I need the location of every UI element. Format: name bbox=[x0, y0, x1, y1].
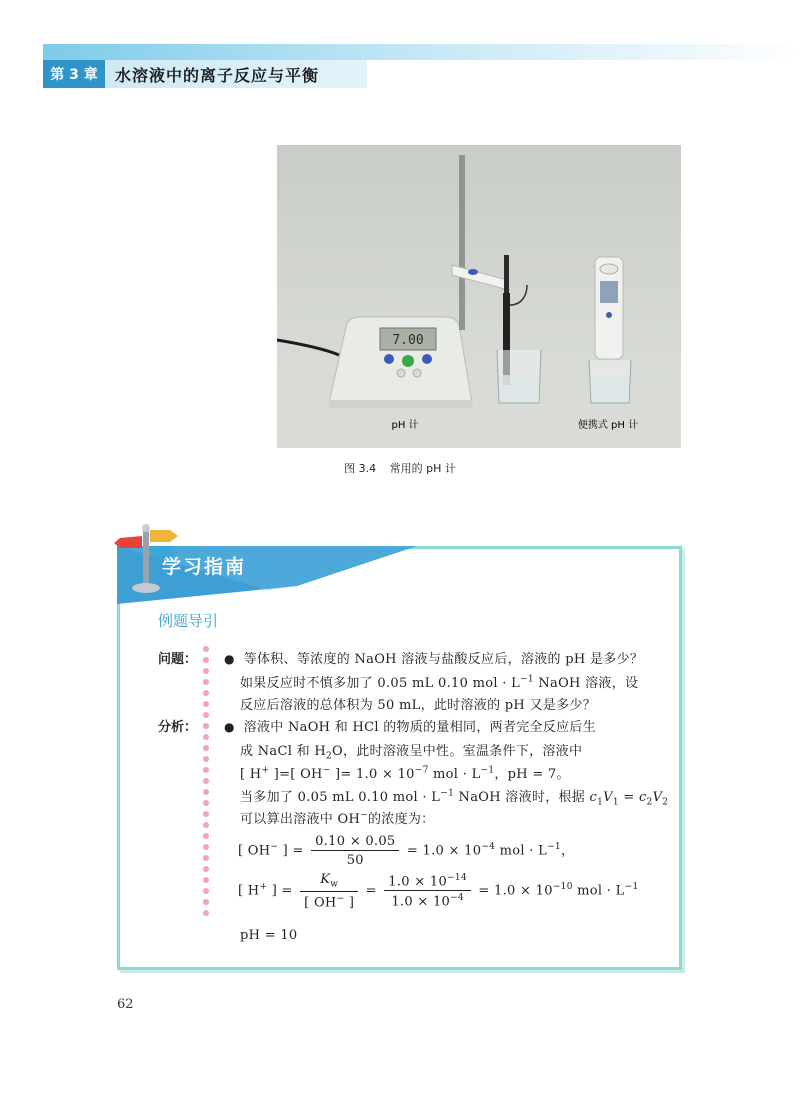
chapter-number: 第 3 章 bbox=[43, 60, 105, 88]
figure-number: 图 3.4 bbox=[344, 462, 377, 475]
chapter-title-box bbox=[105, 60, 367, 88]
example-guide-heading: 例题导引 bbox=[158, 612, 219, 630]
question-line-1: ● 等体积、等浓度的 NaOH 溶液与盐酸反应后，溶液的 pH 是多少？ bbox=[224, 652, 644, 667]
figure-caption bbox=[0, 460, 800, 476]
analysis-label: 分析： bbox=[158, 720, 198, 735]
study-guide-title: 学习指南 bbox=[162, 556, 247, 578]
equation-h-concentration: [ H+ ] = $\frac{K_w}{[ OH^- ]}$ = $\frac{1.0 \times 10^{-14}}{1.0 \times 10^{-4}}$ = $1.0 \times 10^{-10}$ mol · $L^{-1}$ bbox=[238, 872, 639, 910]
photo-label-portable-ph-meter: 便携式 pH 计 bbox=[577, 420, 639, 431]
photo-label-ph-meter: pH 计 bbox=[391, 420, 419, 431]
chapter-title: 水溶液中的离子反应与平衡 bbox=[115, 65, 320, 85]
equation-oh-concentration: [ OH− ] = $\frac{0.10 \times 0.05}{50}$ = $1.0 \times 10^{-4}$ mol · $L^{-1}$， bbox=[238, 834, 575, 868]
equation-ph-result: pH = 10 bbox=[240, 928, 298, 943]
analysis-line-4: 当多加了 0.05 mL 0.10 mol · $L^{-1}$ NaOH 溶液时，根据 $c_1V_1 = c_2V_2$ bbox=[240, 788, 669, 808]
page-number: 62 bbox=[117, 997, 134, 1012]
ph-meter-illustration bbox=[277, 145, 681, 448]
analysis-line-3: [ H+ ]=[ OH− ]= $1.0 \times 10^{-7}$ mol · $L^{-1}$，pH = 7。 bbox=[240, 765, 570, 782]
bullet: ● bbox=[224, 720, 235, 734]
figure-caption-text: 常用的 pH 计 bbox=[389, 462, 456, 475]
bullet: ● bbox=[224, 652, 235, 666]
question-line-2: 如果反应时不慎多加了 0.05 mL 0.10 mol · $L^{-1}$ NaOH 溶液，设 bbox=[240, 674, 639, 691]
question-label: 问题： bbox=[158, 652, 198, 667]
decorative-dot-column bbox=[202, 646, 210, 926]
analysis-line-5: 可以算出溶液中 OH−的浓度为： bbox=[240, 810, 435, 827]
lcd-reading: 7.00 bbox=[392, 333, 424, 348]
analysis-line-2: 成 NaCl 和 $H_2O$，此时溶液呈中性。室温条件下，溶液中 bbox=[240, 744, 583, 762]
ph-meter-photo bbox=[277, 145, 681, 448]
analysis-line-1: ● 溶液中 NaOH 和 HCl 的物质的量相同，两者完全反应后生 bbox=[224, 720, 597, 735]
question-line-3: 反应后溶液的总体积为 50 mL，此时溶液的 pH 又是多少？ bbox=[240, 698, 596, 713]
header-gradient-bar bbox=[43, 44, 800, 60]
